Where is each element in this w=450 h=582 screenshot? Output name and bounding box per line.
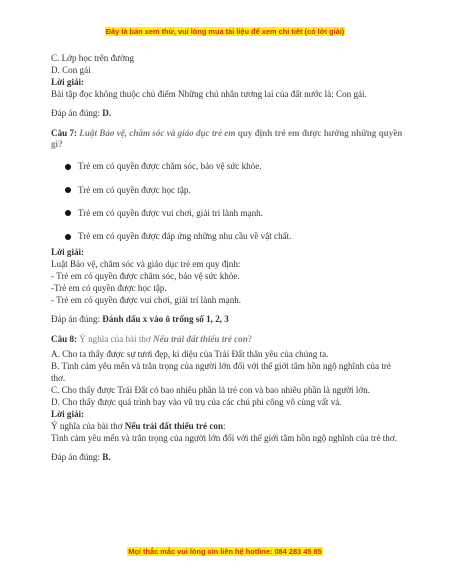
q8-solution-title: Nếu trái đất thiếu trẻ con <box>124 420 223 431</box>
q8-label: Câu 8: <box>51 333 80 344</box>
q7-solution-label: Lời giải: <box>51 247 85 258</box>
q7-option-text: Trẻ em có quyền được vui chơi, giải trí lành mạnh. <box>78 207 263 218</box>
q7-option-2 <box>51 185 403 197</box>
q8-option-b: B. Tình cảm yêu mến và trân trọng của người lớn đối với thế giới tâm hồn ngộ nghĩnh của trẻ thơ. <box>51 361 391 384</box>
q8-solution-heading <box>51 421 403 433</box>
hotline-text: Mọi thắc mắc vui lòng xin liên hệ hotline: 084 283 45 85 <box>128 547 322 556</box>
q6-solution-label: Lời giải: <box>51 76 85 87</box>
q6-answer <box>51 108 403 120</box>
q8-solution-text: Tình cảm yêu mến và trân trọng của người lớn đối với thế giới tâm hồn ngộ nghĩnh của trẻ thơ. <box>51 432 397 443</box>
q7-options-list <box>51 161 403 243</box>
q8-answer-prefix: Đáp án đúng: <box>51 451 103 462</box>
q7-answer-prefix: Đáp án đúng: <box>51 313 103 324</box>
q7-label: Câu 7: <box>51 127 80 138</box>
hotline-banner <box>0 547 450 556</box>
q7-option-text: Trẻ em có quyền được đáp ứng những nhu cầu về vật chất. <box>78 231 292 242</box>
preview-notice-banner <box>0 27 450 36</box>
q6-answer-value: D. <box>102 107 112 118</box>
q6-solution-text: Bài tập đọc không thuộc chủ điểm Những chủ nhân tương lai của đất nước là: Con gái. <box>51 88 367 99</box>
q8-solution-colon: : <box>223 420 226 431</box>
q6-option-d: D. Con gái <box>51 64 91 75</box>
q6-option-c: C. Lớp học trên đường <box>51 53 134 63</box>
bullet-icon <box>65 164 71 170</box>
q7-solution-line: -Trẻ em có quyền được học tập. <box>51 282 167 293</box>
q8-solution-intro: Ý nghĩa của bài thơ <box>51 420 125 431</box>
q7-question <box>51 128 403 152</box>
q7-title-italic: Luật Bảo vệ, chăm sóc và giáo dục trẻ em <box>79 127 236 138</box>
q8-question <box>51 334 403 346</box>
bullet-icon <box>65 187 71 193</box>
bullet-icon <box>65 234 71 240</box>
q7-option-3 <box>51 208 403 220</box>
q8-title-end: ? <box>247 333 252 344</box>
q7-option-text: Trẻ em có quyền được chăm sóc, bảo vệ sức khỏe. <box>78 161 262 172</box>
q7-solution-line: - Trẻ em có quyền được chăm sóc, bảo vệ sức khỏe. <box>51 270 240 281</box>
q8-title-plain: Ý nghĩa của bài thơ <box>79 333 154 344</box>
q7-option-4 <box>51 231 403 243</box>
q7-option-text: Trẻ em có quyền được học tập. <box>78 184 191 195</box>
q7-solution-line: Luật Bảo vệ, chăm sóc và giáo dục trẻ em quy định: <box>51 259 241 270</box>
q8-answer <box>51 452 403 464</box>
q6-answer-prefix: Đáp án đúng: <box>51 107 103 118</box>
bullet-icon <box>65 210 71 216</box>
q7-option-1 <box>51 161 403 173</box>
q8-answer-value: B. <box>102 451 111 462</box>
q8-option-d: D. Cho thấy được quá trình bay vào vũ trụ của các chú phi công vô cùng vất vả. <box>51 397 342 408</box>
q7-answer-value: Đánh dấu x vào ô trống số 1, 2, 3 <box>102 313 229 324</box>
q8-title-italic: Nếu trái đất thiếu trẻ con <box>153 333 248 344</box>
q7-title-rest: quy định trẻ em được hưởng những quyền gì? <box>51 127 403 150</box>
q7-answer <box>51 314 403 326</box>
q8-option-c: C. Cho thấy được Trái Đất có bao nhiêu phần là trẻ con và bao nhiêu phần là người lớn. <box>51 385 371 396</box>
document-body <box>51 53 403 464</box>
q8-option-a: A. Cho ta thấy được sự tươi đẹp, kì diệu của Trái Đất thân yêu của chúng ta. <box>51 349 329 360</box>
preview-notice-text: Đây là bản xem thử, vui lòng mua tài liệu để xem chi tiết (có lời giải) <box>105 27 345 36</box>
q7-solution-line: - Trẻ em có quyền được vui chơi, giải trí lành mạnh. <box>51 294 242 305</box>
q8-solution-label: Lời giải: <box>51 409 85 420</box>
